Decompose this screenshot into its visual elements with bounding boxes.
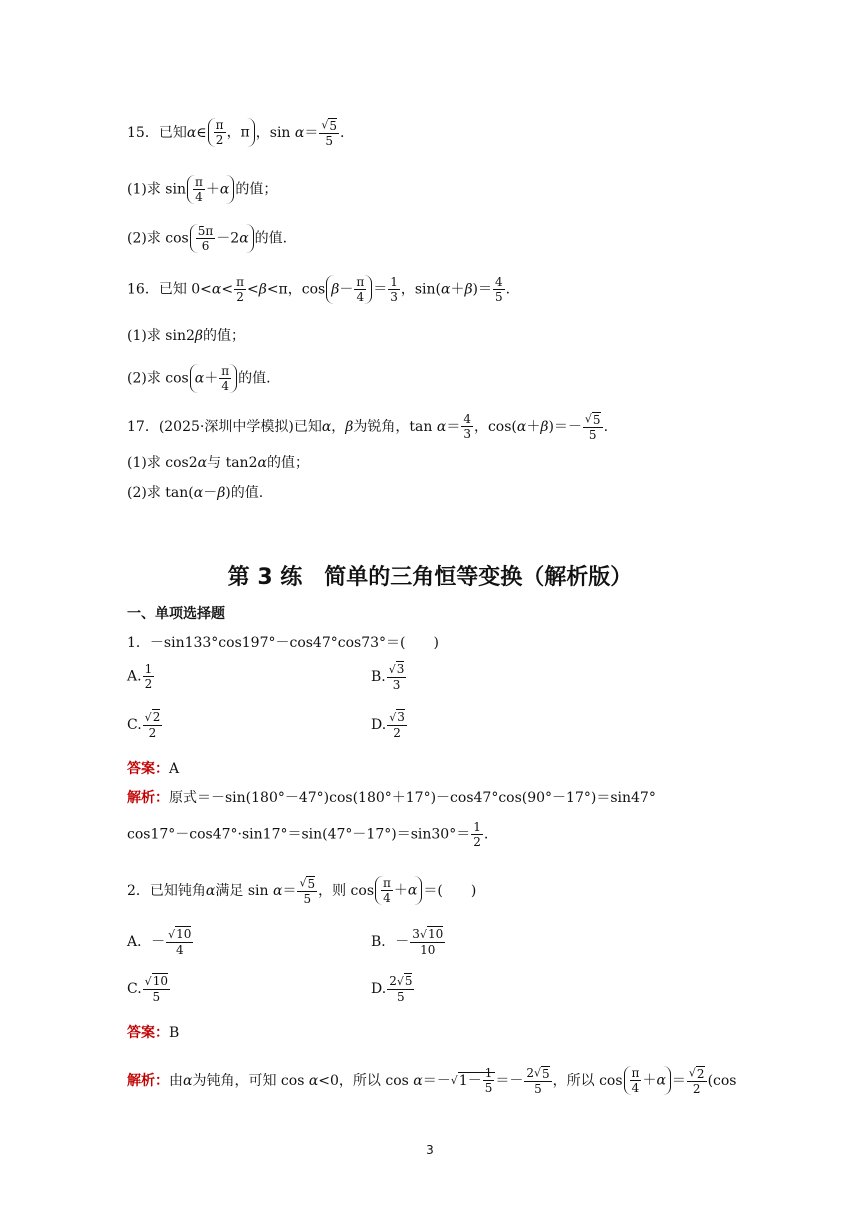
page-heading: 第 3 练 简单的三角恒等变换（解析版） — [227, 565, 633, 590]
q15-line: 15．已知α∈ $\frac{\pi}{2}$ ，π ，sin α＝ $\frac{√5}{5}$ . — [127, 118, 345, 148]
problem2-option-d: D. $\frac{2√5}{5}$ — [371, 974, 413, 1004]
problem1-analysis-line1: 解析：原式＝－sin(180°－47°)cos(180°＋17°)－cos47°cos(90°－17°)＝sin47° — [127, 790, 656, 806]
q16-line: 16．已知 0<α< $\frac{\pi}{2}$ <β<π，cos β－ $\frac{\pi}{4}$ ＝ $\frac{1}{3}$ ，sin(α＋β)＝ $\frac{4}{5}$ . — [127, 275, 511, 304]
q17-part1: (1)求 cos2α与 tan2α的值； — [127, 455, 309, 471]
problem2-stem: 2．已知钝角α满足 sin α＝ $\frac{√5}{5}$ ，则 cos $\frac{\pi}{4}$ ＋α ＝( ) — [127, 876, 477, 906]
problem1-option-b: B. $\frac{√3}{3}$ — [371, 662, 405, 692]
problem1-stem: 1．－sin133°cos197°－cos47°cos73°＝( ) — [127, 635, 439, 651]
problem1-answer: 答案：A — [127, 761, 180, 777]
problem1-option-d: D. $\frac{√3}{2}$ — [371, 710, 405, 740]
problem2-option-c: C. $\frac{√10}{5}$ — [127, 974, 168, 1004]
problem1-analysis-line2: cos17°－cos47°·sin17°＝sin(47°－17°)＝sin30°＝ $\frac{1}{2}$ . — [127, 820, 489, 849]
q17-line: 17．(2025·深圳中学模拟)已知α，β为锐角，tan α＝ $\frac{4}{3}$ ，cos(α＋β)＝－ $\frac{√5}{5}$ . — [127, 412, 609, 442]
q16-part1: (1)求 sin2β的值； — [127, 328, 245, 344]
problem2-option-a: A．－ $\frac{√10}{4}$ — [127, 927, 192, 957]
q15-part1: (1)求 sin $\frac{\pi}{4}$ ＋α 的值； — [127, 175, 278, 204]
q16-part2: (2)求 cos α＋ $\frac{\pi}{4}$ 的值. — [127, 364, 271, 393]
problem2-option-b: B．－ $\frac{3√10}{10}$ — [371, 927, 444, 957]
problem2-analysis-line1: 解析：由α为钝角，可知 cos α<0，所以 cos α＝－√1－ $\frac{1}{5}$ ＝－ $\frac{2√5}{5}$ ，所以 cos $\frac{\pi}{4}$ ＋α ＝ $\frac{√2}{2}$ (cos — [127, 1066, 737, 1096]
problem1-option-a: A. $\frac{1}{2}$ — [127, 662, 153, 691]
q15-part2: (2)求 cos $\frac{5\pi}{6}$ －2α 的值. — [127, 224, 288, 253]
problem1-option-c: C. $\frac{√2}{2}$ — [127, 710, 161, 740]
problem2-answer: 答案：B — [127, 1025, 180, 1041]
section-title: 一、单项选择题 — [127, 606, 225, 622]
q17-part2: (2)求 tan(α－β)的值. — [127, 485, 264, 501]
page-number: 3 — [426, 1143, 434, 1157]
